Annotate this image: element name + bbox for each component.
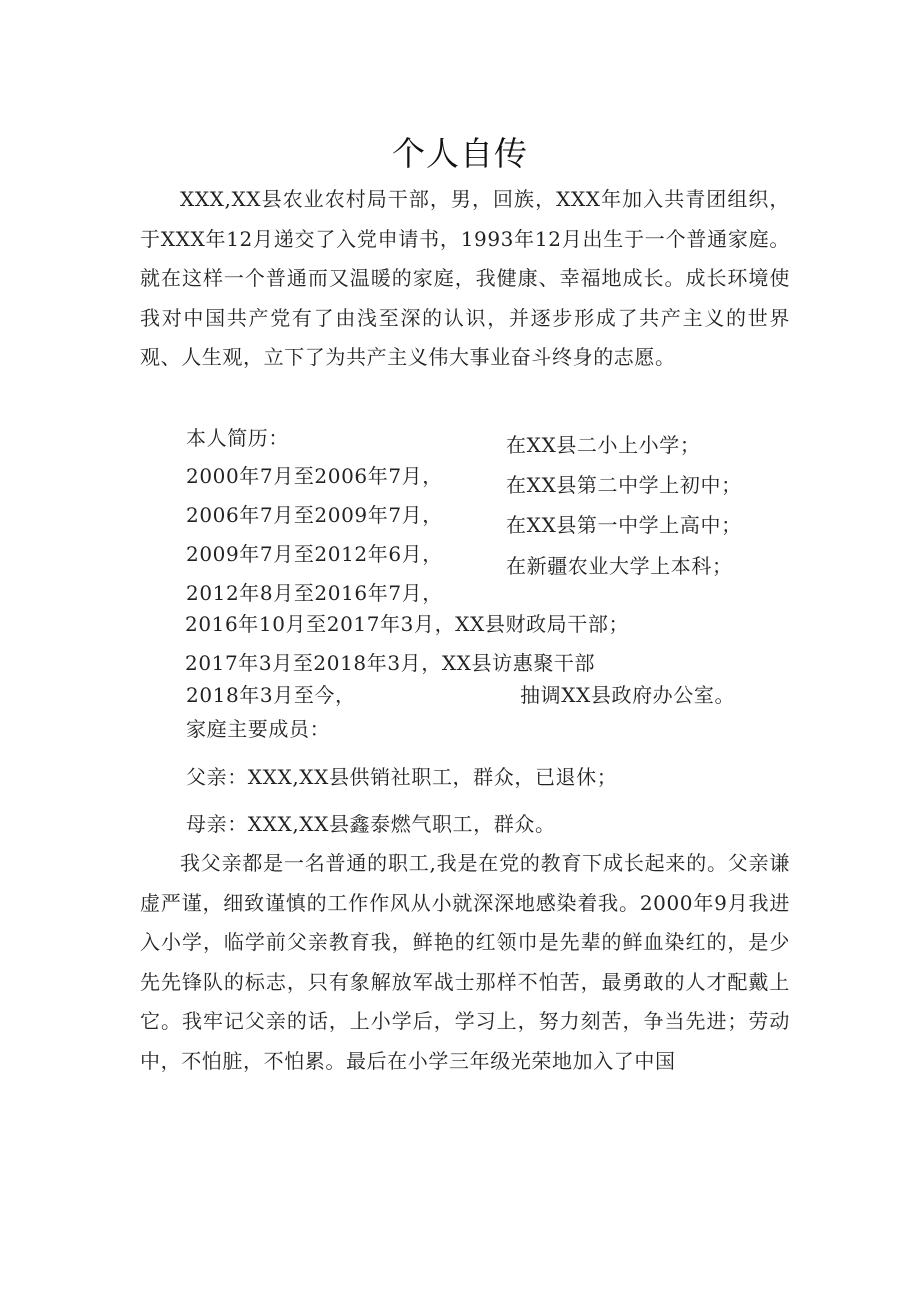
resume-line-6: 2017年3月至2018年3月，XX县访惠聚干部: [185, 651, 596, 675]
resume-school-2: 在XX县第二中学上初中；: [506, 473, 742, 497]
resume-school-4: 在新疆农业大学上本科；: [506, 554, 733, 578]
resume-school-1: 在XX县二小上小学；: [506, 433, 701, 457]
resume-line-7-left: 2018年3月至今，: [186, 683, 356, 707]
intro-paragraph: XXX,XX县农业农村局干部，男，回族，XXX年加入共青团组织，于XXX年12月递交了入党申请书，1993年12月出生于一个普通家庭。就在这样一个普通而又温暖的家庭，我健康、幸福地成长。成长环境使我对中国共产党有了由浅至深的认识，并逐步形成了共产主义的世界观、人生观，立下了为共产主义伟大事业奋斗终身的志愿。: [140, 187, 790, 369]
family-heading: 家庭主要成员：: [186, 717, 331, 741]
resume-heading: 本人简历：: [186, 426, 289, 450]
resume-period-2: 2006年7月至2009年7月，: [186, 503, 443, 527]
page-title: 个人自传: [392, 134, 528, 173]
family-mother: 母亲：XXX,XX县鑫泰燃气职工，群众。: [186, 812, 556, 836]
resume-line-7-right: 抽调XX县政府办公室。: [520, 683, 736, 707]
resume-period-3: 2009年7月至2012年6月，: [186, 542, 443, 566]
story-paragraph: 我父亲都是一名普通的职工,我是在党的教育下成长起来的。父亲谦虚严谨，细致谨慎的工作作风从小就深深地感染着我。2000年9月我进入小学，临学前父亲教育我，鲜艳的红领巾是先辈的鲜血染红的，是少先先锋队的标志，只有象解放军战士那样不怕苦，最勇敢的人才配戴上它。我牢记父亲的话，上小学后，学习上，努力刻苦，争当先进；劳动中，不怕脏，不怕累。最后在小学三年级光荣地加入了中国: [140, 851, 790, 1073]
resume-period-1: 2000年7月至2006年7月，: [186, 464, 443, 488]
family-father: 父亲：XXX,XX县供销社职工，群众，已退休；: [186, 765, 618, 789]
resume-school-3: 在XX县第一中学上高中；: [506, 513, 742, 537]
resume-line-5: 2016年10月至2017年3月，XX县财政局干部；: [185, 612, 630, 636]
resume-period-4: 2012年8月至2016年7月，: [186, 581, 443, 605]
